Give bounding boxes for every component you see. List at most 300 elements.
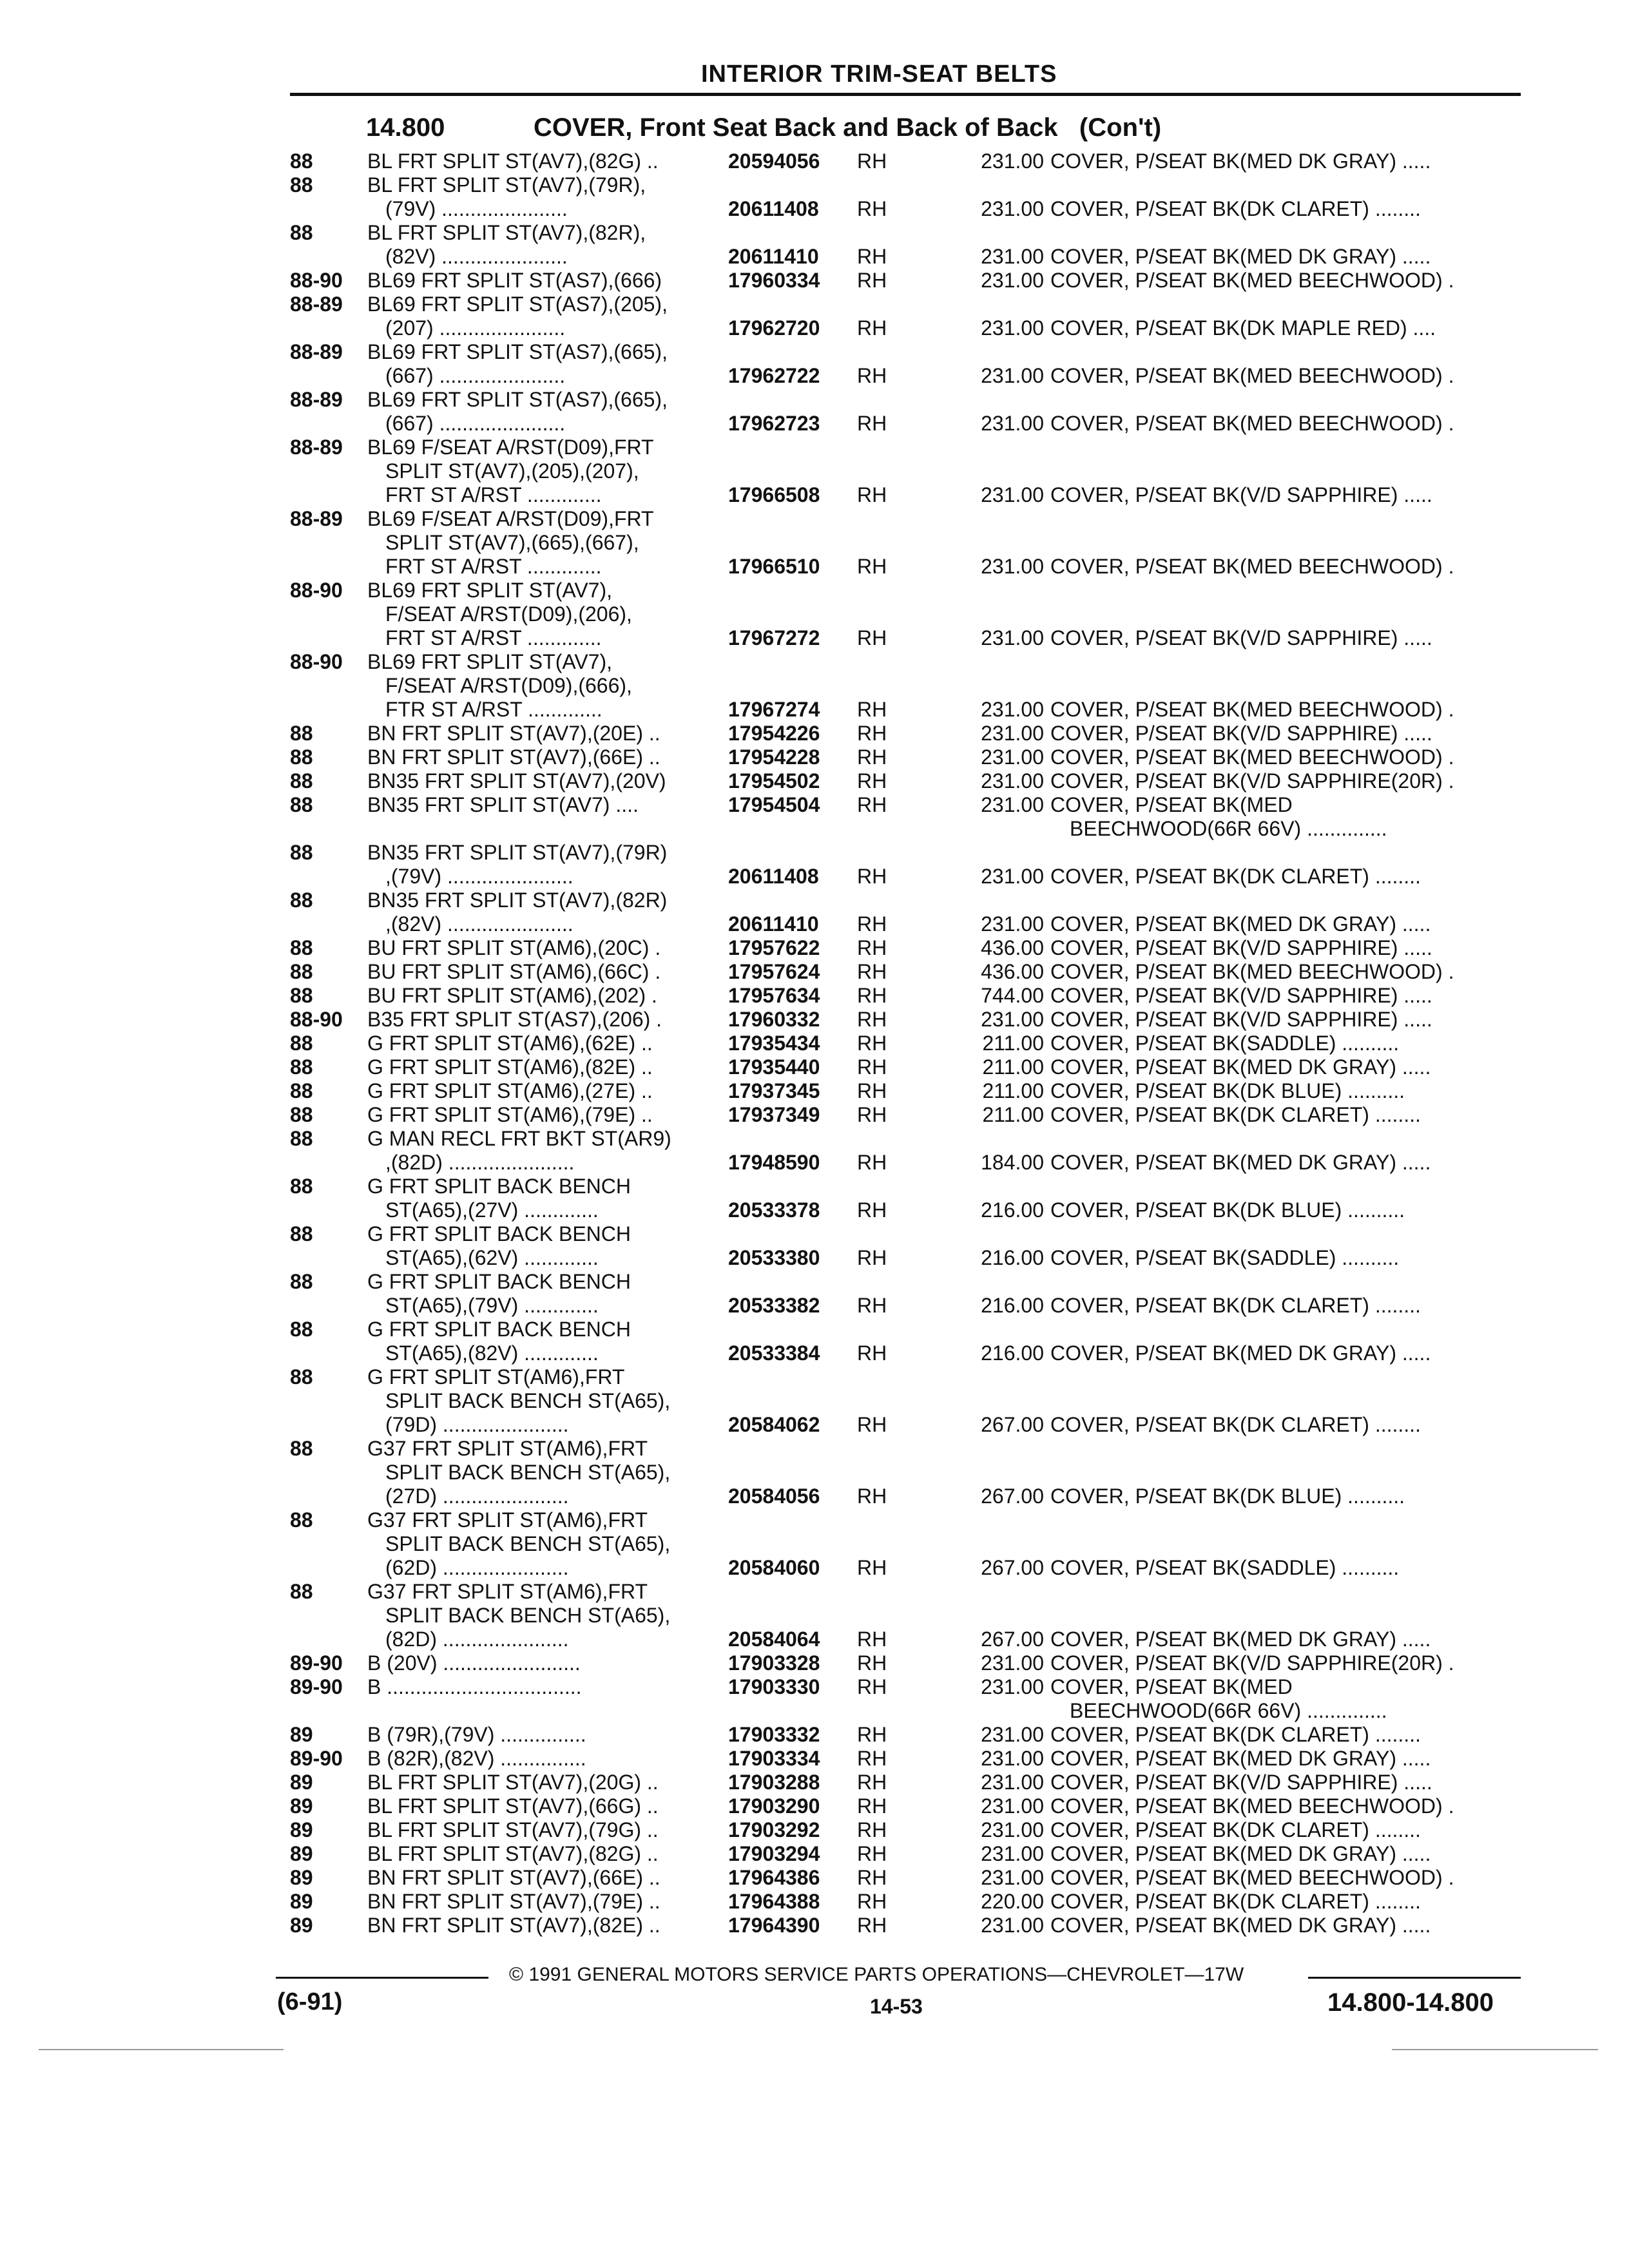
list-item	[290, 769, 1521, 793]
list-item	[290, 1771, 1521, 1794]
model-year: 89	[290, 1723, 313, 1746]
model-year: 88	[290, 745, 313, 769]
part-description: ,(79V) ......................	[385, 865, 574, 888]
item-description: COVER, P/SEAT BK(V/D SAPPHIRE) .....	[1050, 722, 1432, 745]
list-item	[290, 960, 1521, 984]
item-description: COVER, P/SEAT BK(MED BEECHWOOD) .	[1050, 1866, 1454, 1889]
item-description: BEECHWOOD(66R 66V) ..............	[1070, 817, 1387, 840]
section-title: COVER, Front Seat Back and Back of Back	[534, 113, 1058, 142]
model-year: 88-89	[290, 340, 343, 363]
part-number: 17960332	[728, 1008, 820, 1031]
side: RH	[857, 960, 887, 983]
part-description: ,(82V) ......................	[385, 912, 574, 936]
model-year: 88	[290, 1580, 313, 1603]
part-description: G FRT SPLIT BACK BENCH	[367, 1175, 631, 1198]
list-item	[290, 1485, 1521, 1508]
side: RH	[857, 698, 887, 721]
price: 231.00	[981, 793, 1044, 816]
model-year: 88	[290, 173, 313, 197]
part-description: G37 FRT SPLIT ST(AM6),FRT	[367, 1508, 648, 1532]
list-item	[290, 745, 1521, 769]
price: 267.00	[981, 1413, 1044, 1436]
list-item	[290, 1294, 1521, 1318]
list-item	[290, 936, 1521, 960]
part-description: BL FRT SPLIT ST(AV7),(82G) ..	[367, 1842, 659, 1865]
list-item	[290, 602, 1521, 626]
footer-copyright: © 1991 GENERAL MOTORS SERVICE PARTS OPERATIONS—CHEVROLET—17W	[509, 1964, 1244, 1985]
part-number: 17948590	[728, 1151, 820, 1174]
list-item	[290, 912, 1521, 936]
part-number: 20584064	[728, 1628, 820, 1651]
part-number: 17964390	[728, 1914, 820, 1937]
list-item	[290, 1079, 1521, 1103]
item-description: COVER, P/SEAT BK(V/D SAPPHIRE) .....	[1050, 936, 1432, 959]
side: RH	[857, 1628, 887, 1651]
item-description: COVER, P/SEAT BK(DK BLUE) ..........	[1050, 1198, 1405, 1222]
list-item	[290, 722, 1521, 745]
list-item	[290, 316, 1521, 340]
price: 231.00	[981, 1651, 1044, 1675]
list-item	[290, 1008, 1521, 1032]
item-description: COVER, P/SEAT BK(MED BEECHWOOD) .	[1050, 698, 1454, 721]
side: RH	[857, 865, 887, 888]
part-description: ST(A65),(79V) .............	[385, 1294, 599, 1317]
price: 231.00	[981, 149, 1044, 173]
part-description: SPLIT BACK BENCH ST(A65),	[385, 1461, 671, 1484]
list-item	[290, 221, 1521, 245]
model-year: 88	[290, 1222, 313, 1245]
price: 231.00	[981, 626, 1044, 649]
side: RH	[857, 1246, 887, 1269]
part-description: BL69 FRT SPLIT ST(AS7),(665),	[367, 340, 668, 363]
item-description: COVER, P/SEAT BK(DK CLARET) ........	[1050, 197, 1421, 220]
side: RH	[857, 1413, 887, 1436]
list-item	[290, 507, 1521, 531]
list-item	[290, 340, 1521, 364]
list-item	[290, 1890, 1521, 1914]
part-number: 17903332	[728, 1723, 820, 1746]
model-year: 88-89	[290, 507, 343, 530]
side: RH	[857, 1651, 887, 1675]
item-description: COVER, P/SEAT BK(MED DK GRAY) .....	[1050, 1842, 1431, 1865]
price: 211.00	[982, 1079, 1044, 1102]
model-year: 88-90	[290, 650, 343, 673]
model-year: 89-90	[290, 1651, 343, 1675]
price: 231.00	[981, 865, 1044, 888]
part-description: BL69 FRT SPLIT ST(AS7),(205),	[367, 293, 668, 316]
part-number: 17954226	[728, 722, 820, 745]
side: RH	[857, 1198, 887, 1222]
list-item	[290, 293, 1521, 316]
model-year: 88	[290, 1032, 313, 1055]
list-item	[290, 579, 1521, 602]
side: RH	[857, 1032, 887, 1055]
list-item	[290, 1556, 1521, 1580]
part-number: 17967272	[728, 626, 820, 649]
list-item	[290, 1055, 1521, 1079]
part-description: G FRT SPLIT ST(AM6),(82E) ..	[367, 1055, 653, 1079]
list-item	[290, 1246, 1521, 1270]
part-description: G FRT SPLIT BACK BENCH	[367, 1222, 631, 1245]
price: 216.00	[981, 1246, 1044, 1269]
side: RH	[857, 245, 887, 268]
part-description: BL FRT SPLIT ST(AV7),(20G) ..	[367, 1771, 659, 1794]
part-number: 20611410	[728, 245, 819, 268]
price: 231.00	[981, 912, 1044, 936]
price: 216.00	[981, 1198, 1044, 1222]
part-number: 17966510	[728, 555, 820, 578]
item-description: COVER, P/SEAT BK(MED DK GRAY) .....	[1050, 1055, 1431, 1079]
item-description: COVER, P/SEAT BK(SADDLE) ..........	[1050, 1556, 1400, 1579]
list-item	[290, 1127, 1521, 1151]
price: 231.00	[981, 555, 1044, 578]
list-item	[290, 1103, 1521, 1127]
side: RH	[857, 793, 887, 816]
side: RH	[857, 1914, 887, 1937]
part-description: BU FRT SPLIT ST(AM6),(202) .	[367, 984, 657, 1007]
list-item	[290, 1341, 1521, 1365]
model-year: 88	[290, 1055, 313, 1079]
list-item	[290, 650, 1521, 674]
list-item	[290, 1270, 1521, 1294]
model-year: 88	[290, 889, 313, 912]
price: 436.00	[981, 936, 1044, 959]
part-number: 17903328	[728, 1651, 820, 1675]
part-number: 20533380	[728, 1246, 820, 1269]
part-description: BN35 FRT SPLIT ST(AV7) ....	[367, 793, 639, 816]
item-description: COVER, P/SEAT BK(DK CLARET) ........	[1050, 1413, 1421, 1436]
part-number: 20611408	[728, 197, 819, 220]
part-description: FRT ST A/RST .............	[385, 483, 602, 506]
part-description: BN FRT SPLIT ST(AV7),(66E) ..	[367, 1866, 660, 1889]
model-year: 88	[290, 984, 313, 1007]
part-description: B35 FRT SPLIT ST(AS7),(206) .	[367, 1008, 662, 1031]
item-description: COVER, P/SEAT BK(V/D SAPPHIRE) .....	[1050, 626, 1432, 649]
part-number: 20533378	[728, 1198, 820, 1222]
model-year: 89	[290, 1818, 313, 1841]
scan-artifact	[39, 2049, 284, 2050]
list-item	[290, 1842, 1521, 1866]
list-item	[290, 459, 1521, 483]
part-number: 17964386	[728, 1866, 820, 1889]
model-year: 88	[290, 1079, 313, 1102]
model-year: 88-89	[290, 436, 343, 459]
part-description: BL69 F/SEAT A/RST(D09),FRT	[367, 436, 654, 459]
model-year: 89	[290, 1771, 313, 1794]
part-number: 17903292	[728, 1818, 820, 1841]
model-year: 88	[290, 1365, 313, 1389]
model-year: 88	[290, 960, 313, 983]
part-description: (207) ......................	[385, 316, 566, 340]
part-description: ST(A65),(82V) .............	[385, 1341, 599, 1365]
page-title: INTERIOR TRIM-SEAT BELTS	[701, 61, 1057, 88]
side: RH	[857, 1556, 887, 1579]
side: RH	[857, 1151, 887, 1174]
list-item	[290, 412, 1521, 436]
model-year: 88	[290, 1437, 313, 1460]
section-number: 14.800	[366, 113, 445, 142]
list-item	[290, 1437, 1521, 1461]
footer-section-range: 14.800-14.800	[1327, 1988, 1494, 2017]
list-item	[290, 889, 1521, 912]
part-description: (79D) ......................	[385, 1413, 569, 1436]
list-item	[290, 1747, 1521, 1771]
price: 231.00	[981, 1914, 1044, 1937]
model-year: 88	[290, 1508, 313, 1532]
part-description: G MAN RECL FRT BKT ST(AR9)	[367, 1127, 671, 1150]
price: 211.00	[982, 1032, 1044, 1055]
part-description: G37 FRT SPLIT ST(AM6),FRT	[367, 1580, 648, 1603]
model-year: 89-90	[290, 1675, 343, 1698]
part-number: 20584056	[728, 1485, 820, 1508]
part-description: BL69 F/SEAT A/RST(D09),FRT	[367, 507, 654, 530]
list-item	[290, 1723, 1521, 1747]
section-continued: (Con't)	[1079, 113, 1162, 142]
side: RH	[857, 626, 887, 649]
part-description: BL69 FRT SPLIT ST(AV7),	[367, 650, 612, 673]
item-description: COVER, P/SEAT BK(MED DK GRAY) .....	[1050, 1914, 1431, 1937]
side: RH	[857, 1055, 887, 1079]
header-rule	[290, 93, 1521, 96]
list-item	[290, 1794, 1521, 1818]
list-item	[290, 1032, 1521, 1055]
list-item	[290, 1699, 1521, 1723]
part-description: (82V) ......................	[385, 245, 568, 268]
part-description: G FRT SPLIT ST(AM6),(79E) ..	[367, 1103, 653, 1126]
side: RH	[857, 149, 887, 173]
price: 231.00	[981, 1675, 1044, 1698]
part-description: F/SEAT A/RST(D09),(206),	[385, 602, 632, 626]
list-item	[290, 149, 1521, 173]
list-item	[290, 1413, 1521, 1437]
list-item	[290, 1222, 1521, 1246]
price: 267.00	[981, 1628, 1044, 1651]
item-description: COVER, P/SEAT BK(V/D SAPPHIRE) .....	[1050, 1008, 1432, 1031]
part-description: ST(A65),(27V) .............	[385, 1198, 599, 1222]
part-description: ,(82D) ......................	[385, 1151, 575, 1174]
footer-rule-left	[276, 1977, 488, 1979]
list-item	[290, 698, 1521, 722]
price: 211.00	[982, 1055, 1044, 1079]
model-year: 89	[290, 1890, 313, 1913]
part-description: G FRT SPLIT ST(AM6),(62E) ..	[367, 1032, 653, 1055]
part-description: (79V) ......................	[385, 197, 568, 220]
list-item	[290, 1532, 1521, 1556]
side: RH	[857, 769, 887, 793]
list-item	[290, 626, 1521, 650]
price: 216.00	[981, 1341, 1044, 1365]
list-item	[290, 1318, 1521, 1341]
part-number: 17966508	[728, 483, 820, 506]
list-item	[290, 269, 1521, 293]
part-description: G FRT SPLIT BACK BENCH	[367, 1270, 631, 1293]
part-number: 20533382	[728, 1294, 820, 1317]
part-number: 20611408	[728, 865, 819, 888]
item-description: COVER, P/SEAT BK(DK MAPLE RED) ....	[1050, 316, 1436, 340]
part-description: BN FRT SPLIT ST(AV7),(82E) ..	[367, 1914, 660, 1937]
model-year: 88-90	[290, 269, 343, 292]
item-description: COVER, P/SEAT BK(MED BEECHWOOD) .	[1050, 555, 1454, 578]
price: 231.00	[981, 1723, 1044, 1746]
item-description: COVER, P/SEAT BK(MED DK GRAY) .....	[1050, 1628, 1431, 1651]
part-description: BU FRT SPLIT ST(AM6),(66C) .	[367, 960, 661, 983]
item-description: COVER, P/SEAT BK(MED DK GRAY) .....	[1050, 245, 1431, 268]
part-description: (62D) ......................	[385, 1556, 569, 1579]
part-description: G FRT SPLIT BACK BENCH	[367, 1318, 631, 1341]
side: RH	[857, 1008, 887, 1031]
item-description: COVER, P/SEAT BK(MED BEECHWOOD) .	[1050, 364, 1454, 387]
section-heading	[366, 113, 1161, 142]
item-description: COVER, P/SEAT BK(DK CLARET) ........	[1050, 1103, 1421, 1126]
item-description: COVER, P/SEAT BK(MED BEECHWOOD) .	[1050, 960, 1454, 983]
side: RH	[857, 197, 887, 220]
price: 267.00	[981, 1556, 1044, 1579]
list-item	[290, 197, 1521, 221]
part-number: 20584062	[728, 1413, 820, 1436]
price: 231.00	[981, 197, 1044, 220]
model-year: 89	[290, 1794, 313, 1818]
part-description: BL69 FRT SPLIT ST(AV7),	[367, 579, 612, 602]
part-description: G37 FRT SPLIT ST(AM6),FRT	[367, 1437, 648, 1460]
part-number: 17935434	[728, 1032, 820, 1055]
side: RH	[857, 1723, 887, 1746]
list-item	[290, 1651, 1521, 1675]
part-description: SPLIT ST(AV7),(665),(667),	[385, 531, 639, 554]
model-year: 88	[290, 1175, 313, 1198]
part-number: 17962723	[728, 412, 820, 435]
item-description: COVER, P/SEAT BK(DK CLARET) ........	[1050, 1294, 1421, 1317]
item-description: COVER, P/SEAT BK(MED BEECHWOOD) .	[1050, 745, 1454, 769]
item-description: BEECHWOOD(66R 66V) ..............	[1070, 1699, 1387, 1722]
part-number: 17954228	[728, 745, 820, 769]
part-number: 17954502	[728, 769, 820, 793]
part-description: BN35 FRT SPLIT ST(AV7),(82R)	[367, 889, 668, 912]
part-description: (667) ......................	[385, 412, 566, 435]
price: 231.00	[981, 316, 1044, 340]
part-description: BN FRT SPLIT ST(AV7),(66E) ..	[367, 745, 660, 769]
model-year: 89	[290, 1842, 313, 1865]
part-description: BL FRT SPLIT ST(AV7),(79G) ..	[367, 1818, 659, 1841]
price: 184.00	[981, 1151, 1044, 1174]
part-number: 17903334	[728, 1747, 820, 1770]
part-number: 17903288	[728, 1771, 820, 1794]
part-number: 17962722	[728, 364, 820, 387]
item-description: COVER, P/SEAT BK(MED	[1050, 793, 1293, 816]
part-description: SPLIT BACK BENCH ST(A65),	[385, 1389, 671, 1412]
part-number: 17957622	[728, 936, 820, 959]
part-description: FTR ST A/RST .............	[385, 698, 602, 721]
part-number: 20584060	[728, 1556, 820, 1579]
item-description: COVER, P/SEAT BK(V/D SAPPHIRE) .....	[1050, 483, 1432, 506]
part-number: 17903330	[728, 1675, 820, 1698]
side: RH	[857, 1485, 887, 1508]
side: RH	[857, 1818, 887, 1841]
footer-rule-right	[1308, 1977, 1521, 1979]
item-description: COVER, P/SEAT BK(MED BEECHWOOD) .	[1050, 269, 1454, 292]
model-year: 88	[290, 793, 313, 816]
price: 211.00	[982, 1103, 1044, 1126]
list-item	[290, 1365, 1521, 1389]
side: RH	[857, 1079, 887, 1102]
part-number: 20533384	[728, 1341, 820, 1365]
item-description: COVER, P/SEAT BK(MED BEECHWOOD) .	[1050, 412, 1454, 435]
item-description: COVER, P/SEAT BK(MED DK GRAY) .....	[1050, 1747, 1431, 1770]
part-description: FRT ST A/RST .............	[385, 626, 602, 649]
part-description: B (82R),(82V) ...............	[367, 1747, 586, 1770]
list-item	[290, 364, 1521, 388]
price: 231.00	[981, 1771, 1044, 1794]
item-description: COVER, P/SEAT BK(SADDLE) ..........	[1050, 1246, 1400, 1269]
item-description: COVER, P/SEAT BK(V/D SAPPHIRE(20R) .	[1050, 1651, 1454, 1675]
model-year: 88-89	[290, 293, 343, 316]
price: 436.00	[981, 960, 1044, 983]
part-description: (27D) ......................	[385, 1485, 569, 1508]
side: RH	[857, 316, 887, 340]
part-description: ST(A65),(62V) .............	[385, 1246, 599, 1269]
price: 231.00	[981, 412, 1044, 435]
list-item	[290, 841, 1521, 865]
price: 231.00	[981, 1818, 1044, 1841]
part-number: 17937349	[728, 1103, 820, 1126]
side: RH	[857, 364, 887, 387]
list-item	[290, 1461, 1521, 1485]
side: RH	[857, 1747, 887, 1770]
item-description: COVER, P/SEAT BK(DK BLUE) ..........	[1050, 1485, 1405, 1508]
list-item	[290, 483, 1521, 507]
model-year: 88	[290, 221, 313, 244]
price: 231.00	[981, 269, 1044, 292]
side: RH	[857, 1842, 887, 1865]
item-description: COVER, P/SEAT BK(DK CLARET) ........	[1050, 1890, 1421, 1913]
price: 231.00	[981, 364, 1044, 387]
item-description: COVER, P/SEAT BK(V/D SAPPHIRE) .....	[1050, 1771, 1432, 1794]
list-item	[290, 531, 1521, 555]
part-description: SPLIT BACK BENCH ST(A65),	[385, 1604, 671, 1627]
list-item	[290, 1198, 1521, 1222]
list-item	[290, 1175, 1521, 1198]
part-number: 17962720	[728, 316, 820, 340]
footer-page-number: 14-53	[870, 1995, 923, 2018]
list-item	[290, 817, 1521, 841]
model-year: 88	[290, 149, 313, 173]
parts-list	[290, 149, 1521, 1937]
part-description: BN35 FRT SPLIT ST(AV7),(79R)	[367, 841, 668, 864]
list-item	[290, 1675, 1521, 1699]
price: 231.00	[981, 1747, 1044, 1770]
item-description: COVER, P/SEAT BK(V/D SAPPHIRE) .....	[1050, 984, 1432, 1007]
item-description: COVER, P/SEAT BK(MED DK GRAY) .....	[1050, 1151, 1431, 1174]
list-item	[290, 674, 1521, 698]
part-description: BL69 FRT SPLIT ST(AS7),(665),	[367, 388, 668, 411]
side: RH	[857, 1866, 887, 1889]
side: RH	[857, 912, 887, 936]
model-year: 88-89	[290, 388, 343, 411]
price: 231.00	[981, 245, 1044, 268]
model-year: 88	[290, 936, 313, 959]
side: RH	[857, 936, 887, 959]
model-year: 89-90	[290, 1747, 343, 1770]
price: 744.00	[981, 984, 1044, 1007]
side: RH	[857, 1294, 887, 1317]
model-year: 88	[290, 1103, 313, 1126]
part-description: SPLIT BACK BENCH ST(A65),	[385, 1532, 671, 1555]
part-number: 17935440	[728, 1055, 820, 1079]
item-description: COVER, P/SEAT BK(V/D SAPPHIRE(20R) .	[1050, 769, 1454, 793]
part-description: BN FRT SPLIT ST(AV7),(20E) ..	[367, 722, 660, 745]
item-description: COVER, P/SEAT BK(MED	[1050, 1675, 1293, 1698]
part-number: 17960334	[728, 269, 820, 292]
model-year: 88	[290, 722, 313, 745]
